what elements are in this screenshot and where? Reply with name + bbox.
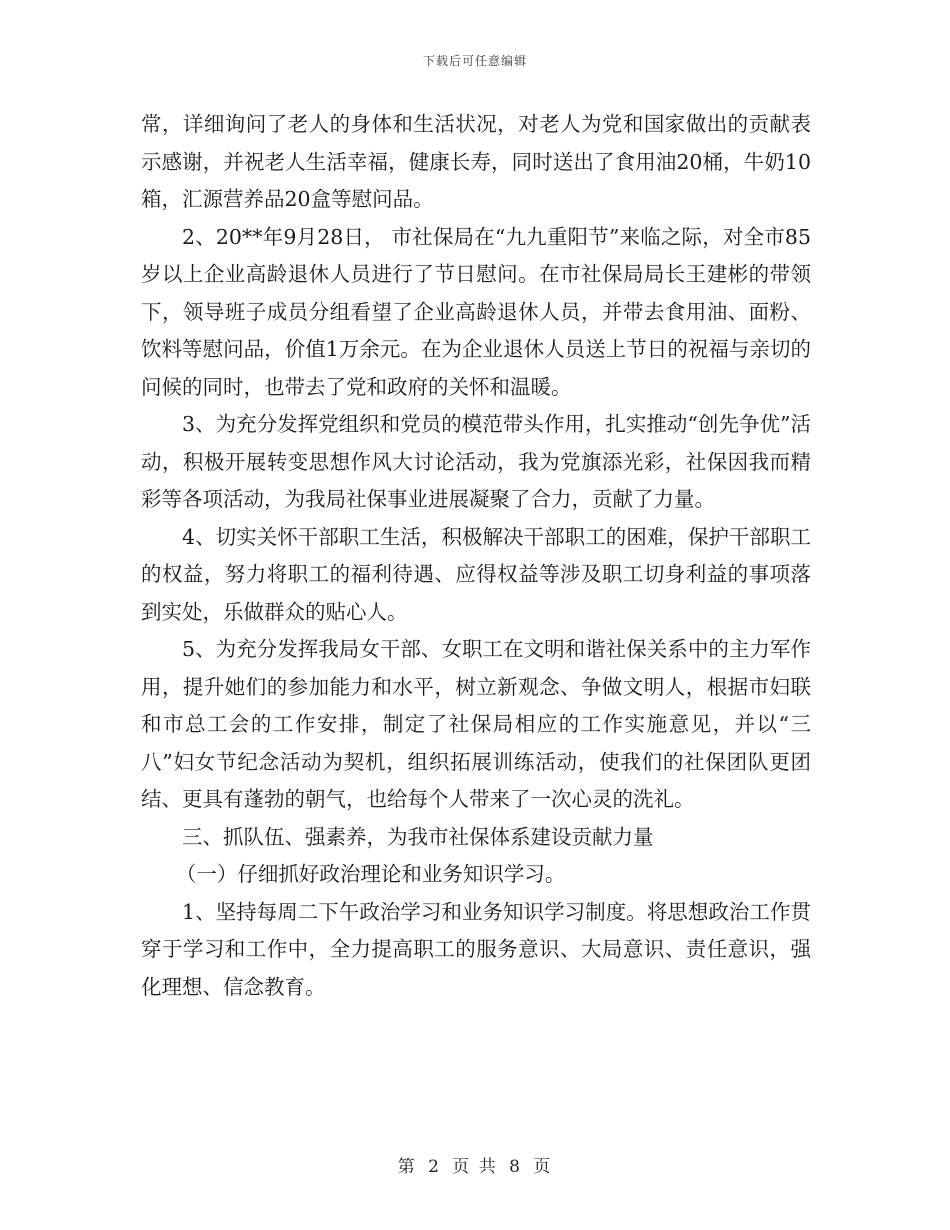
paragraph-item-2: 2、20**年9月28日， 市社保局在“九九重阳节”来临之际，对全市85岁以上企业高龄退休人员进行了节日慰问。在市社保局局长王建彬的带领下，领导班子成员分组看望了企业高龄退休人员，并带去食用油、面粉、饮料等慰问品，价值1万余元。在为企业退休人员送上节日的祝福与亲切的问候的同时，也带去了党和政府的关怀和温暖。 — [141, 224, 811, 399]
footer-suffix: 页 — [533, 1157, 553, 1177]
document-body — [141, 106, 811, 1006]
footer-prefix: 第 — [397, 1157, 417, 1177]
page-footer — [0, 1152, 950, 1177]
page-header: 下载后可任意编辑 — [422, 54, 527, 68]
paragraph-item-4: 4、切实关怀干部职工生活，积极解决干部职工的困难，保护干部职工的权益，努力将职工的福利待遇、应得权益等涉及职工切身利益的事项落到实处，乐做群众的贴心人。 — [141, 524, 811, 624]
section-heading: 三、抓队伍、强素养，为我市社保体系建设贡献力量 — [182, 824, 654, 849]
footer-middle: 页 共 — [452, 1157, 498, 1177]
subsection-heading: （一）仔细抓好政治理论和业务知识学习。 — [175, 862, 566, 886]
current-page-number: 2 — [428, 1157, 441, 1177]
total-page-count: 8 — [509, 1157, 522, 1177]
paragraph-continuation: 常，详细询问了老人的身体和生活状况，对老人为党和国家做出的贡献表示感谢，并祝老人生活幸福，健康长寿，同时送出了食用油20桶，牛奶10箱，汇源营养品20盒等慰问品。 — [141, 112, 811, 211]
paragraph-item-1: 1、坚持每周二下午政治学习和业务知识学习制度。将思想政治工作贯穿于学习和工作中，全力提高职工的服务意识、大局意识、责任意识，强化理想、信念教育。 — [141, 899, 811, 999]
paragraph-item-5: 5、为充分发挥我局女干部、女职工在文明和谐社保关系中的主力军作用，提升她们的参加能力和水平，树立新观念、争做文明人，根据市妇联和市总工会的工作安排，制定了社保局相应的工作实施意见，并以“三八”妇女节纪念活动为契机，组织拓展训练活动，使我们的社保团队更团结、更具有蓬勃的朝气，也给每个人带来了一次心灵的洗礼。 — [141, 637, 811, 811]
paragraph-item-3: 3、为充分发挥党组织和党员的模范带头作用，扎实推动“创先争优”活动，积极开展转变思想作风大讨论活动，我为党旗添光彩，社保因我而精彩等各项活动，为我局社保事业进展凝聚了合力，贡献了力量。 — [141, 412, 811, 511]
